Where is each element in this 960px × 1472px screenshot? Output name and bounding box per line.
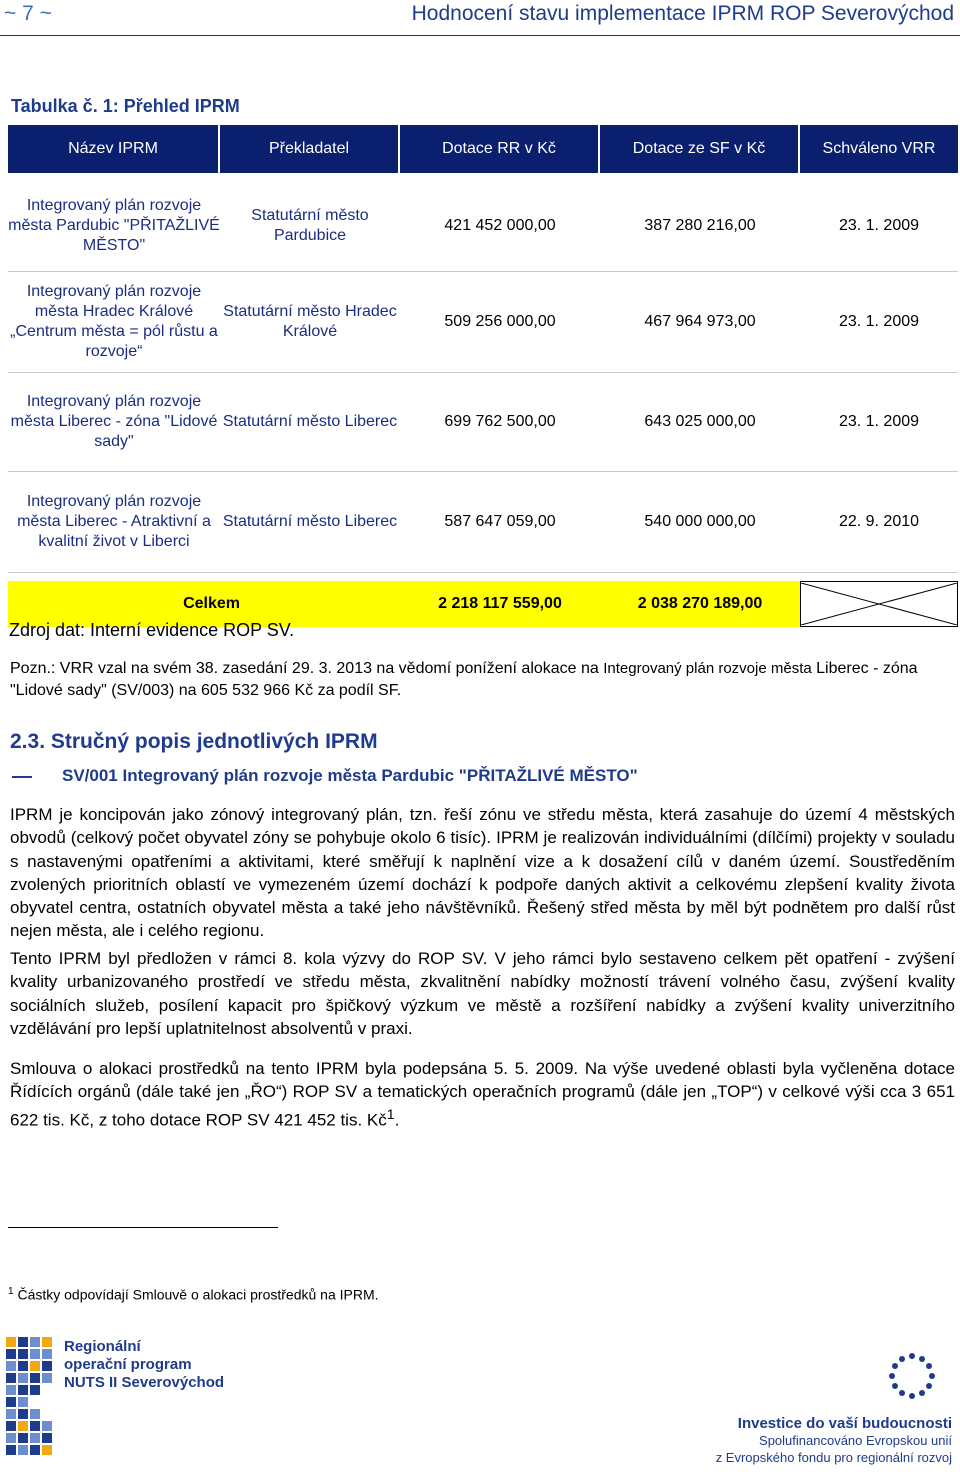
iprm-sf: 540 000 000,00 <box>600 472 800 573</box>
iprm-submitter: Statutární město Liberec <box>220 373 400 472</box>
eu-line: z Evropského fondu pro regionální rozvoj <box>715 1450 952 1465</box>
column-header: Schváleno VRR <box>800 125 958 173</box>
section-heading: 2.3. Stručný popis jednotlivých IPRM <box>10 730 378 753</box>
column-header: Dotace ze SF v Kč <box>600 125 800 173</box>
total-crossed-cell <box>800 581 958 627</box>
table-row <box>8 373 958 472</box>
rop-logo-text <box>64 1338 224 1392</box>
note-text-end: Liberec - zóna "Lidové sady" (SV/003) na 605 532 966 Kč za podíl SF. <box>10 660 918 699</box>
iprm-name: Integrovaný plán rozvoje města Liberec - Atraktivní a kvalitní život v Liberci <box>8 472 220 573</box>
sub-heading-text: SV/001 Integrovaný plán rozvoje města Pardubic "PŘITAŽLIVÉ MĚSTO" <box>62 766 638 785</box>
eu-line: Spolufinancováno Evropskou unií <box>759 1433 952 1448</box>
eu-logo-text <box>716 1415 952 1466</box>
paragraph: IPRM je koncipován jako zónový integrovaný plán, tzn. řeší zónu ve středu města, která zasahuje do území 4 městských obvodů (celkový počet obyvatel zóny se pohybuje okolo 6 tisíc). IPRM je realizován individuálními (dílčími) projekty v souladu s nastavenými opatřeními a aktivitami, které směřují k naplnění vize a k dosažení cílů v daném území. Soustředěním zvolených prioritních oblastí ve vymezeném území dochází k podpoře daných aktivit a celkovému zlepšení kvality života obyvatel centra, ostatních obyvatel města a také jeho návštěvníků. Řešený střed města by měl být podnětem pro další růst nejen města, ale i celého regionu. <box>10 805 955 941</box>
iprm-name: Integrovaný plán rozvoje města Hradec Králové „Centrum města = pól růstu a rozvoje“ <box>8 272 220 373</box>
paragraph <box>10 1057 955 1132</box>
iprm-rr: 509 256 000,00 <box>400 272 600 373</box>
column-header: Překladatel <box>220 125 400 173</box>
iprm-approved: 23. 1. 2009 <box>800 181 958 272</box>
footnote-ref[interactable]: 1 <box>386 1106 395 1123</box>
table-row <box>8 272 958 373</box>
paragraph-end: . <box>394 1110 400 1130</box>
note-text: Pozn.: VRR vzal na svém 38. zasedání 29. 3. 2013 na vědomí ponížení alokace na <box>10 660 604 677</box>
eu-flag-icon <box>880 1350 944 1407</box>
table-caption: Tabulka č. 1: Přehled IPRM <box>11 96 240 116</box>
iprm-sf: 643 025 000,00 <box>600 373 800 472</box>
total-rr: 2 218 117 559,00 <box>400 581 600 627</box>
footnote-text: Částky odpovídají Smlouvě o alokaci prostředků na IPRM. <box>13 1286 379 1303</box>
iprm-submitter: Statutární město Pardubice <box>220 181 400 272</box>
eu-line: Investice do vaší budoucnosti <box>737 1415 952 1432</box>
iprm-table <box>8 125 958 627</box>
column-header: Název IPRM <box>8 125 220 173</box>
iprm-submitter: Statutární město Hradec Králové <box>220 272 400 373</box>
rop-logo-line: NUTS II Severovýchod <box>64 1374 225 1391</box>
iprm-name: Integrovaný plán rozvoje města Liberec - zóna "Lidové sady" <box>8 373 220 472</box>
footnote-rule <box>8 1227 278 1228</box>
iprm-approved: 22. 9. 2010 <box>800 472 958 573</box>
sub-heading <box>12 766 638 786</box>
page-number: ~ 7 ~ <box>4 2 52 25</box>
page-header-title: Hodnocení stavu implementace IPRM ROP Severovýchod <box>411 2 954 25</box>
paragraph-text: Smlouva o alokaci prostředků na tento IPRM byla podepsána 5. 5. 2009. Na výše uvedené oblasti byla vyčleněna dotace Řídících orgánů (dále také jen „ŘO“) ROP SV a tematických operačních programů (dále jen „TOP“) v celkové výši cca 3 651 622 tis. Kč, z toho dotace ROP SV 421 452 tis. Kč <box>10 1059 955 1130</box>
iprm-rr: 421 452 000,00 <box>400 181 600 272</box>
table-row <box>8 472 958 573</box>
column-header: Dotace RR v Kč <box>400 125 600 173</box>
iprm-rr: 699 762 500,00 <box>400 373 600 472</box>
table-header-row <box>8 125 958 173</box>
table-row <box>8 181 958 272</box>
iprm-name: Integrovaný plán rozvoje města Pardubic "PŘITAŽLIVÉ MĚSTO" <box>8 181 220 272</box>
rop-logo-line: Regionální <box>64 1338 141 1355</box>
total-sf: 2 038 270 189,00 <box>600 581 800 627</box>
table-note <box>10 658 956 702</box>
iprm-rr: 587 647 059,00 <box>400 472 600 573</box>
header-rule <box>0 35 960 36</box>
table-source: Zdroj dat: Interní evidence ROP SV. <box>9 620 295 640</box>
dash-bullet <box>12 776 32 778</box>
paragraph: Tento IPRM byl předložen v rámci 8. kola výzvy do ROP SV. V jeho rámci bylo sestaveno celkem pět opatření - zvýšení kvality urbanizovaného prostředí ve středu města, zkvalitnění nabídky možností trávení volného času, zvýšení kvality sociálních služeb, posílení kapacit pro špičkový výzkum ve městě a rozšíření nabídky a zvýšení kvality univerzitního vzdělávání pro lepší uplatnitelnost absolventů v praxi. <box>10 949 955 1038</box>
iprm-approved: 23. 1. 2009 <box>800 373 958 472</box>
note-text-small: Integrovaný plán rozvoje města <box>603 660 812 677</box>
iprm-sf: 467 964 973,00 <box>600 272 800 373</box>
total-label: Celkem <box>8 581 400 627</box>
iprm-submitter: Statutární město Liberec <box>220 472 400 573</box>
iprm-sf: 387 280 216,00 <box>600 181 800 272</box>
footnote-marker: 1 <box>8 1286 14 1297</box>
footnote <box>8 1286 379 1303</box>
iprm-approved: 23. 1. 2009 <box>800 272 958 373</box>
rop-logo-line: operační program <box>64 1356 192 1373</box>
